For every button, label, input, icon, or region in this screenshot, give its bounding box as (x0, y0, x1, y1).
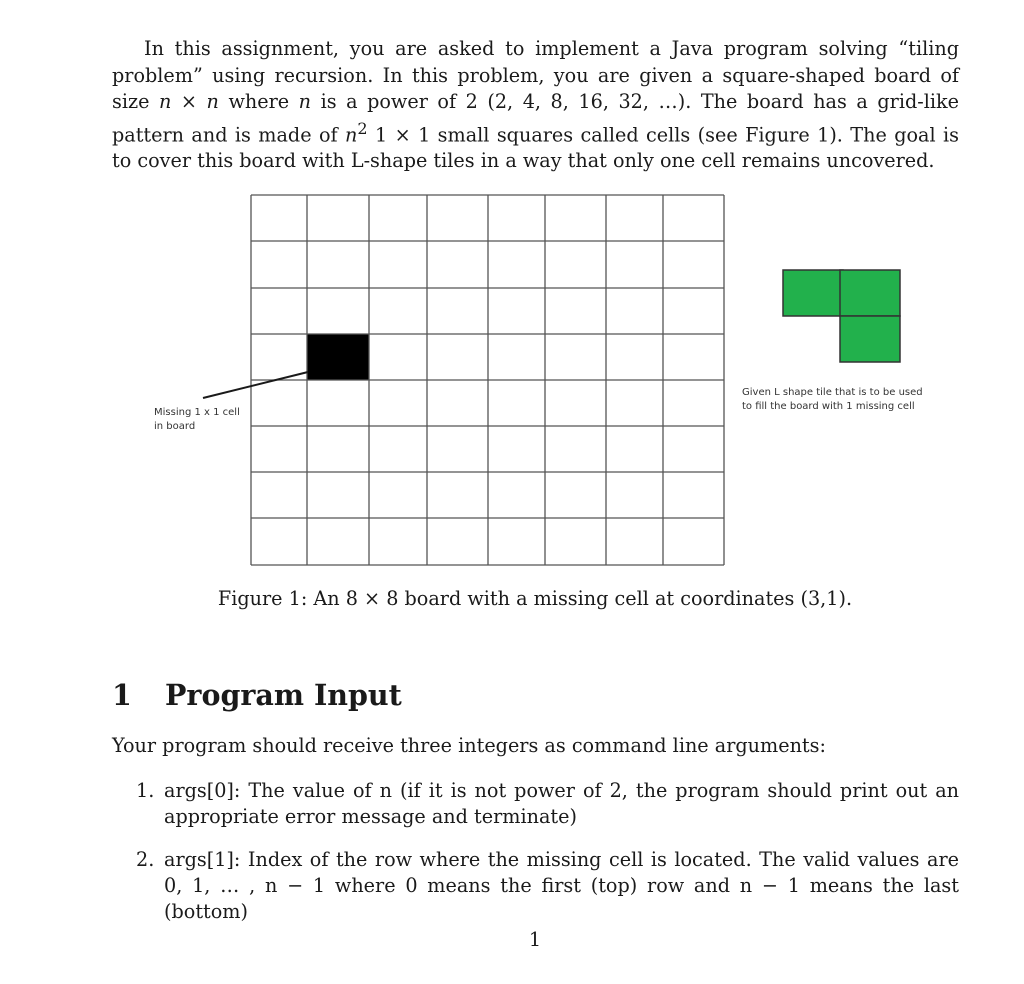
tile-cell (840, 270, 900, 316)
math-superscript: 2 (357, 118, 368, 138)
list-item (112, 847, 959, 925)
math-n: n (298, 90, 312, 113)
list-item (112, 778, 959, 830)
list-item-text: args[0]: The value of n (if it is not power of 2, the program should print out an appropriate error message and terminate) (164, 779, 959, 828)
tile-label-2: to fill the board with 1 missing cell (742, 401, 915, 412)
missing-cell (307, 334, 369, 380)
math-n: n (206, 90, 219, 113)
intro-paragraph (112, 36, 959, 175)
list-item-text: args[1]: Index of the row where the missing cell is located. The valid values are 0, 1, … , n − 1 where 0 means the first (top) row and n − 1 means the last (bottom) (164, 848, 959, 923)
board-grid (251, 195, 724, 565)
tile-label: Given L shape tile that is to be used (742, 387, 923, 398)
intro-text-3: is a power of 2 (2, 4, 8, 16, 32, …). The board has a grid-like pattern and is made of (112, 90, 959, 146)
math-n: n (345, 122, 358, 146)
page-number: 1 (528, 928, 542, 951)
missing-cell-label: Missing 1 x 1 cell (154, 407, 240, 418)
l-shape-tile (783, 270, 900, 362)
intro-text-2: where (218, 90, 299, 113)
math-n: n (159, 90, 172, 113)
missing-cell-pointer (203, 372, 308, 398)
section-heading (112, 678, 402, 712)
figure-caption: Figure 1: An 8 × 8 board with a missing cell at coordinates (3,1). (217, 587, 853, 610)
missing-cell-label-2: in board (154, 421, 196, 432)
tile-cell (840, 316, 900, 362)
section-number: 1 (112, 678, 132, 712)
section-title: Program Input (165, 678, 402, 712)
figure-1 (0, 180, 1024, 580)
list-item-number: 2. (136, 848, 155, 871)
argument-list (112, 778, 959, 942)
body-paragraph: Your program should receive three integers as command line arguments: (112, 734, 826, 757)
intro-text-4: 1 × 1 small squares called cells (see Figure 1). The goal is to cover this board with L-shape tiles in a way that only one cell remains uncovered. (112, 122, 960, 173)
intro-text-1: In this assignment, you are asked to implement a Java program solving “tiling problem” using recursion. In this problem, you are given a square-shaped board of size (112, 37, 959, 113)
list-item-number: 1. (136, 779, 155, 802)
intro-times: × (171, 90, 207, 113)
tile-cell (783, 270, 843, 316)
